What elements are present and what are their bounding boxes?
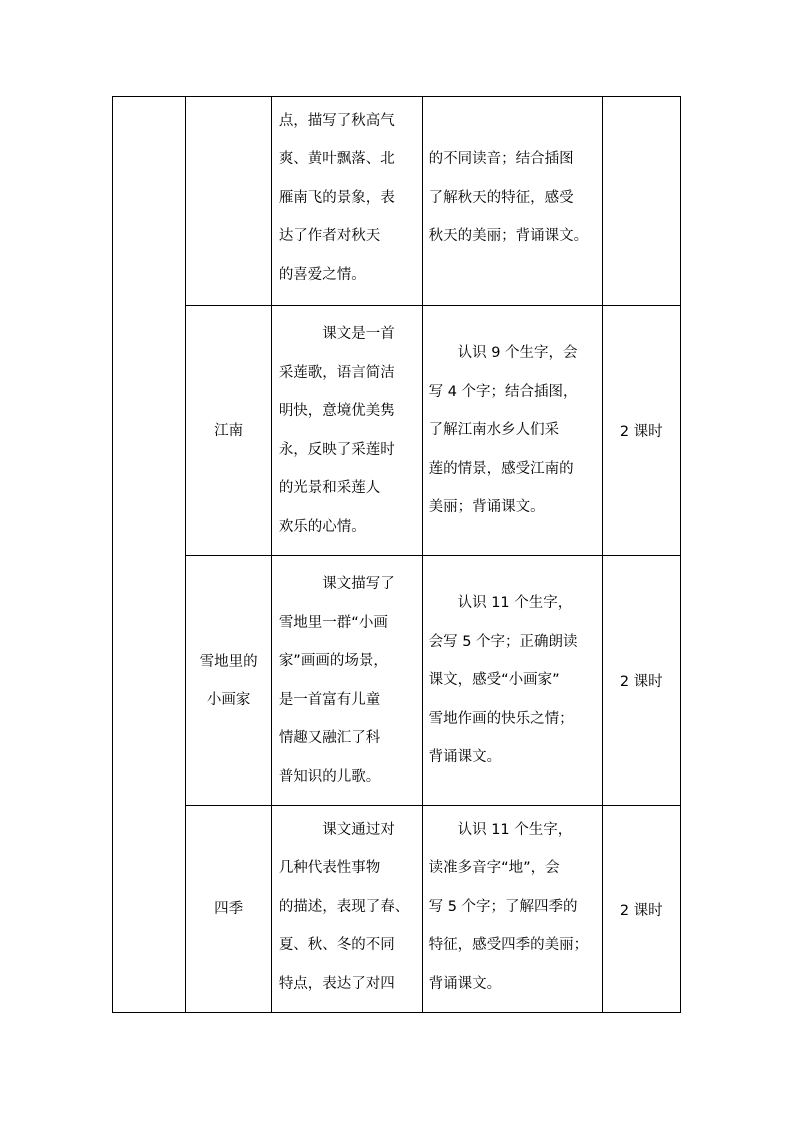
lesson-description: 课文是一首 采莲歌，语言简洁 明快，意境优美隽 永，反映了采莲时 的光景和采莲人 欢乐的心情。: [278, 326, 395, 535]
lesson-goals-cell: [422, 806, 602, 1013]
lesson-description-cell: [271, 306, 422, 556]
lesson-hours: 2 课时: [619, 424, 663, 440]
lesson-title: 雪地里的 小画家: [199, 653, 258, 708]
unit-cell: [113, 97, 186, 1013]
lesson-description: 点，描写了秋高气 爽、黄叶飘落、北 雁南飞的景象，表 达了作者对秋天 的喜爱之情。: [278, 112, 395, 283]
lesson-title: 四季: [214, 901, 244, 917]
lesson-hours-cell: [602, 806, 680, 1013]
lesson-title-cell: [186, 556, 271, 806]
lesson-description-cell: [271, 556, 422, 806]
lesson-plan-table: [112, 96, 681, 1013]
lesson-title-cell: [186, 97, 271, 306]
lesson-description-cell: [271, 97, 422, 306]
lesson-goals: 的不同读音；结合插图 了解秋天的特征，感受 秋天的美丽；背诵课文。: [428, 151, 589, 245]
lesson-title-cell: [186, 806, 271, 1013]
lesson-title-cell: [186, 306, 271, 556]
lesson-goals: 认识 9 个生字，会 写 4 个字；结合插图， 了解江南水乡人们采 莲的情景，感受江南的 美丽；背诵课文。: [428, 345, 578, 516]
table-row: [113, 556, 681, 806]
table-row: [113, 306, 681, 556]
lesson-title: 江南: [214, 422, 244, 439]
lesson-hours-cell: [602, 306, 680, 556]
lesson-description: 课文描写了 雪地里一群“小画 家”画画的场景， 是一首富有儿童 情趣又融汇了科 普知识的儿歌。: [278, 576, 395, 785]
lesson-goals-cell: [422, 306, 602, 556]
lesson-goals: 认识 11 个生字， 会写 5 个字；正确朗读 课文，感受“小画家” 雪地作画的快乐之情； 背诵课文。: [428, 595, 578, 766]
lesson-goals-cell: [422, 556, 602, 806]
lesson-hours-cell: [602, 97, 680, 306]
lesson-description: 课文通过对 几种代表性事物 的描述，表现了春、 夏、秋、冬的不同 特点，表达了对四: [278, 821, 410, 992]
lesson-hours: 2 课时: [619, 902, 663, 919]
table-row: [113, 97, 681, 306]
table-row: [113, 806, 681, 1013]
lesson-hours-cell: [602, 556, 680, 806]
lesson-goals-cell: [422, 97, 602, 306]
lesson-description-cell: [271, 806, 422, 1013]
lesson-goals: 认识 11 个生字， 读准多音字“地”，会 写 5 个字；了解四季的 特征，感受四季的美丽； 背诵课文。: [428, 821, 589, 992]
lesson-hours: 2 课时: [619, 674, 663, 690]
